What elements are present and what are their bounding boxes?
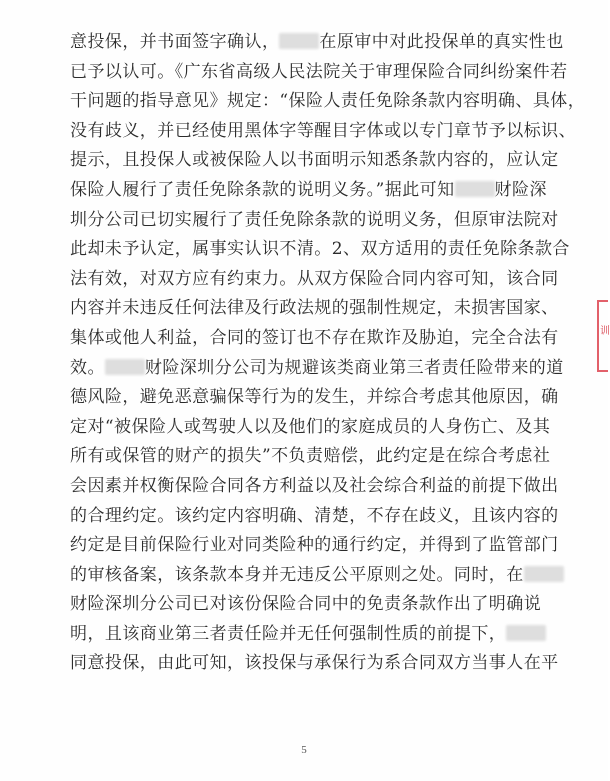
- text-line: [70, 294, 559, 324]
- text-segment: 内容并未违反任何法律及行政法规的强制性规定，未损害国家、: [70, 298, 559, 319]
- text-segment: 已予以认可。《广东省高级人民法院关于审理保险合同纠纷案件若: [70, 61, 568, 82]
- text-segment: 干问题的指导意见》规定：“保险人责任免除条款内容明确、具体，: [70, 91, 586, 112]
- text-line: [70, 146, 559, 176]
- text-line: [70, 235, 570, 265]
- redacted-name: [455, 181, 495, 197]
- text-line: [70, 620, 546, 650]
- text-segment: 明，且该商业第三者责任险并无任何强制性质的前提下，: [70, 623, 507, 644]
- text-line: [70, 117, 577, 147]
- text-line: [70, 531, 559, 561]
- text-line: [70, 590, 546, 620]
- text-line: [70, 265, 559, 295]
- text-segment: 圳分公司已切实履行了责任免除条款的说明义务，但原审法院对: [70, 209, 559, 230]
- text-line: [70, 324, 559, 354]
- text-segment: 约定是目前保险行业对同类险种的通行约定，并得到了监管部门: [70, 535, 559, 556]
- side-stamp-char: 训: [600, 326, 610, 337]
- text-segment: 此却未予认定，属事实认识不清。2、双方适用的责任免除条款合: [70, 239, 570, 260]
- redacted-name: [279, 33, 319, 49]
- text-line: [70, 413, 551, 443]
- text-segment: 会因素并权衡保险合同各方利益以及社会综合利益的前提下做出: [70, 475, 559, 496]
- text-segment: 在原审中对此投保单的真实性也: [319, 32, 564, 52]
- text-line: [70, 206, 559, 236]
- text-segment: 的审核备案，该条款本身并无违反公平原则之处。同时，在: [70, 564, 524, 585]
- text-line: [70, 28, 564, 58]
- text-segment: 保险人履行了责任免除条款的说明义务。”据此可知: [70, 179, 455, 200]
- text-line: [70, 87, 586, 117]
- text-line: [70, 502, 559, 532]
- text-line: [70, 354, 564, 384]
- text-segment: 集体或他人利益，合同的签订也不存在欺诈及胁迫，完全合法有: [70, 327, 559, 348]
- redacted-name: [105, 359, 145, 375]
- side-stamp: [597, 300, 608, 372]
- text-line: [70, 383, 559, 413]
- redacted-name: [524, 566, 564, 582]
- text-segment: 法有效，对双方应有约束力。从双方保险合同内容可知，该合同: [70, 268, 559, 289]
- text-line: [70, 442, 551, 472]
- text-segment: 的合理约定。该约定内容明确、清楚，不存在歧义，且该内容的: [70, 505, 559, 526]
- text-segment: 效。: [70, 357, 105, 378]
- text-line: [70, 561, 546, 591]
- text-segment: 德风险，避免恶意骗保等行为的发生，并综合考虑其他原因，确: [70, 387, 559, 408]
- text-segment: 财险深圳分公司为规避该类商业第三者责任险带来的道: [144, 357, 564, 378]
- page-number: 5: [301, 744, 307, 756]
- text-line: [70, 472, 559, 502]
- text-segment: 没有歧义，并已经使用黑体字等醒目字体或以专门章节予以标识、: [70, 120, 577, 141]
- text-line: [70, 176, 546, 206]
- text-segment: 所有或保管的财产的损失”不负责赔偿，此约定是在综合考虑社: [70, 446, 551, 467]
- text-segment: 财险深圳分公司已对该份保险合同中的免责条款作出了明确说: [70, 594, 542, 615]
- redacted-name: [506, 625, 546, 641]
- body-text: [70, 28, 586, 679]
- text-line: [70, 649, 559, 679]
- text-segment: 同意投保，由此可知，该投保与承保行为系合同双方当事人在平: [70, 653, 559, 674]
- text-segment: 定对“被保险人或驾驶人以及他们的家庭成员的人身伤亡、及其: [70, 416, 551, 437]
- text-segment: 意投保，并书面签字确认，: [70, 32, 280, 52]
- text-line: [70, 58, 568, 88]
- text-segment: 提示，且投保人或被保险人以书面明示知悉条款内容的，应认定: [70, 150, 559, 171]
- text-segment: 财险深: [494, 179, 547, 200]
